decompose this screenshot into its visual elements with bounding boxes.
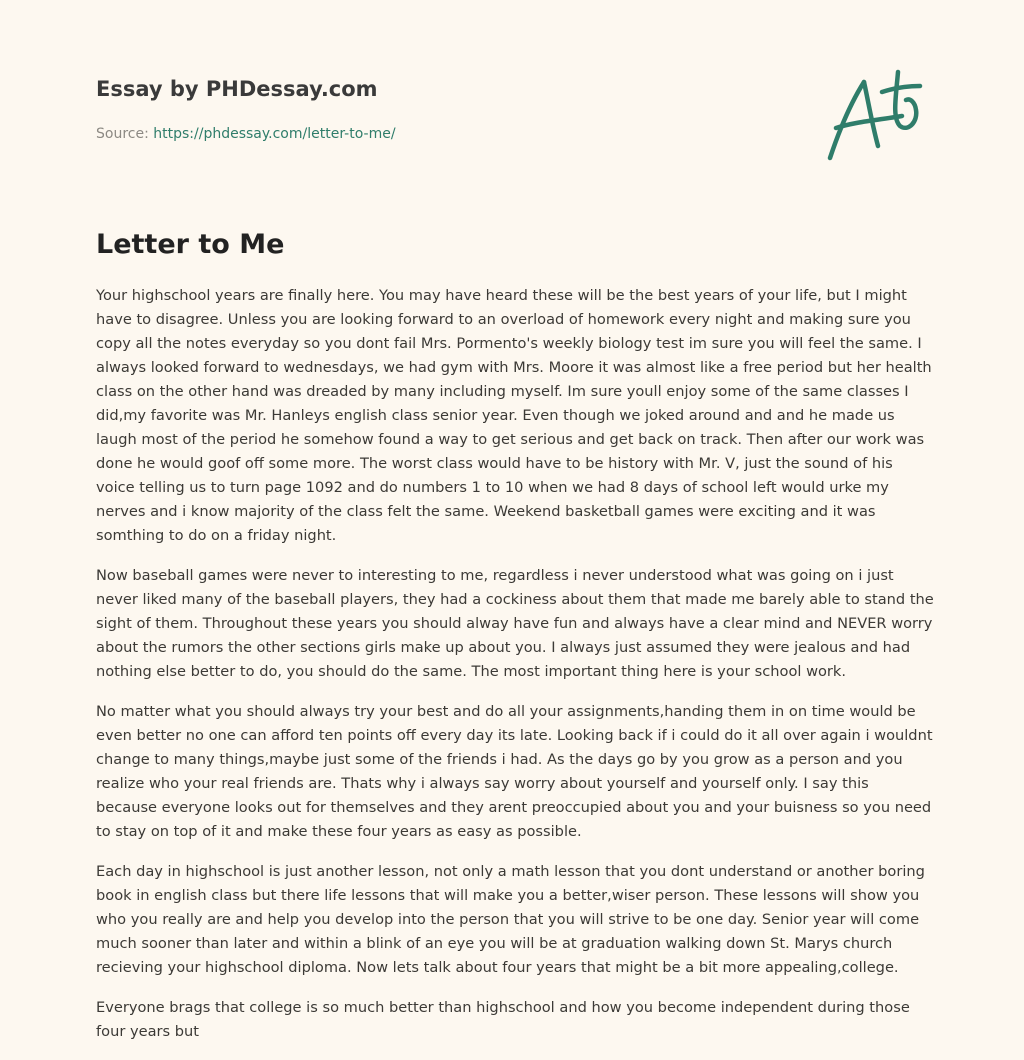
essay-paragraph: No matter what you should always try your best and do all your assignments,handing them in on time would be even better no one can afford ten points off every day its late. Looking back if i could do it all over again i wouldnt change to many things,maybe just some of the friends i had. As the days go by you grow as a person and you realize who your real friends are. Thats why i always say worry about yourself and yourself only. I say this because everyone looks out for themselves and they arent preoccupied about you and your buisness so you need to stay on top of it and make these four years as easy as possible. xyxy=(96,703,933,840)
essay-paragraph: Everyone brags that college is so much better than highschool and how you become independent during those four years but xyxy=(96,999,910,1040)
source-label: Source: xyxy=(96,126,154,142)
source-line xyxy=(96,124,796,144)
essay-paragraph: Your highschool years are finally here. You may have heard these will be the best years of your life, but I might have to disagree. Unless you are looking forward to an overload of homework every night and making sure you copy all the notes everyday so you dont fail Mrs. Pormento's weekly biology test im sure you will feel the same. I always looked forward to wednesdays, we had gym with Mrs. Moore it was almost like a free period but her health class on the other hand was dreaded by many including myself. Im sure youll enjoy some of the same classes I did,my favorite was Mr. Hanleys english class senior year. Even though we joked around and and he made us laugh most of the period he somehow found a way to get serious and get back on track. Then after our work was done he would goof off some more. The worst class would have to be history with Mr. V, just the sound of his voice telling us to turn page 1092 and do numbers 1 to 10 when we had 8 days of school left would urke my nerves and i know majority of the class felt the same. Weekend basketball games were exciting and it was somthing to do on a friday night. xyxy=(96,287,932,544)
essay-paragraph: Now baseball games were never to interesting to me, regardless i never understood what was going on i just never liked many of the baseball players, they had a cockiness about them that made me barely able to stand the sight of them. Throughout these years you should alway have fun and always have a clear mind and NEVER worry about the rumors the other sections girls make up about you. I always just assumed they were jealous and had nothing else better to do, you should do the same. The most important thing here is your school work. xyxy=(96,567,934,680)
a-plus-grade-icon xyxy=(820,66,930,166)
page-header xyxy=(96,74,796,144)
source-link[interactable]: https://phdessay.com/letter-to-me/ xyxy=(153,126,396,142)
essay-title: Letter to Me xyxy=(96,229,285,260)
site-title: Essay by PHDessay.com xyxy=(96,77,378,101)
essay-body xyxy=(96,284,934,1060)
essay-paragraph: Each day in highschool is just another lesson, not only a math lesson that you dont understand or another boring book in english class but there life lessons that will make you a better,wiser person. These lessons will show you who you really are and help you develop into the person that you will strive to be one day. Senior year will come much sooner than later and within a blink of an eye you will be at graduation walking down St. Marys church recieving your highschool diploma. Now lets talk about four years that might be a bit more appealing,college. xyxy=(96,863,925,976)
